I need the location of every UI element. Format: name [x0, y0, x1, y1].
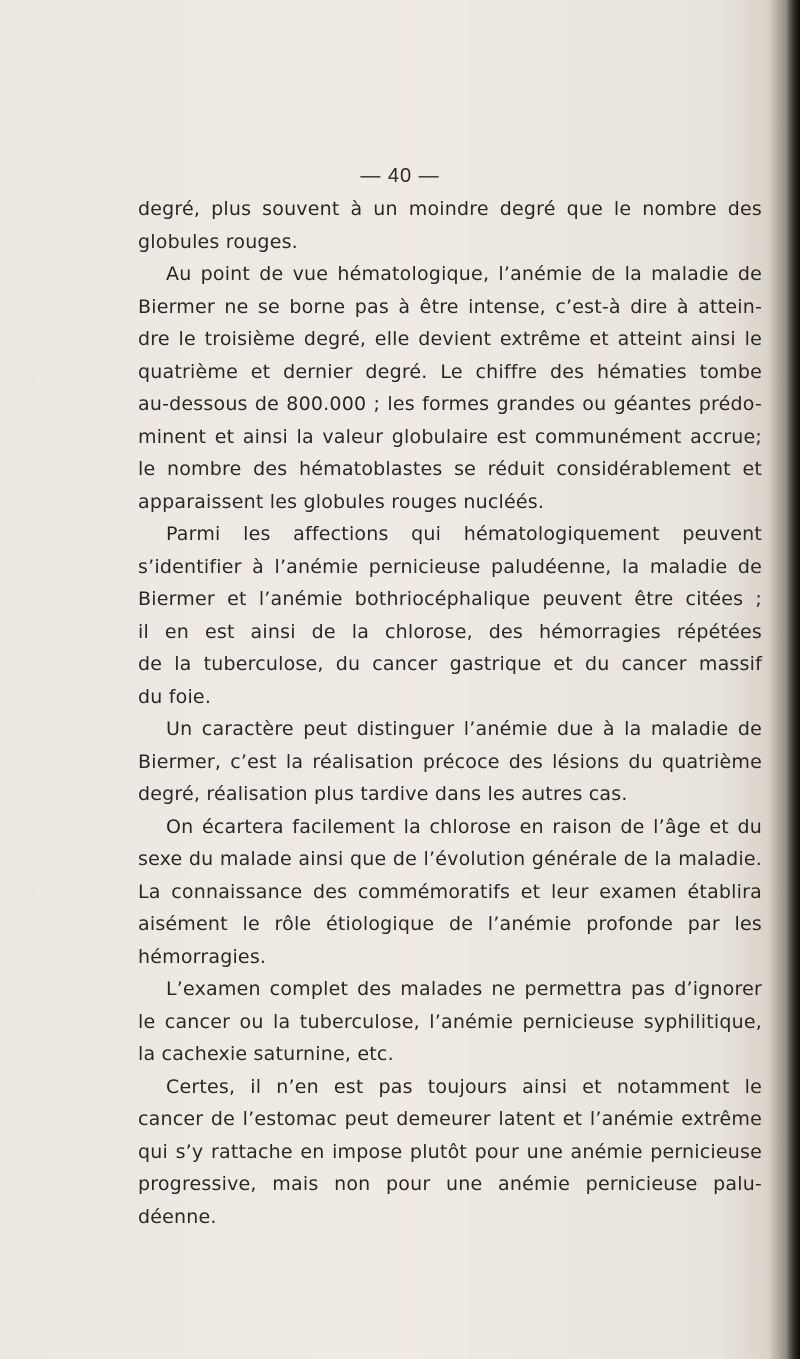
text-line: minent et ainsi la valeur globulaire est communément accrue;	[138, 425, 762, 448]
text-line: degré, plus souvent à un moindre degré que le nombre des	[138, 198, 762, 220]
text-line: On écartera facilement la chlorose en raison de l’âge et du	[166, 815, 762, 838]
text-line: globules rouges.	[138, 230, 298, 253]
text-line: le cancer ou la tuberculose, l’anémie pernicieuse syphilitique,	[138, 1010, 762, 1033]
text-line: progressive, mais non pour une anémie pernicieuse palu-	[138, 1173, 762, 1195]
text-line: hémorragies.	[138, 945, 267, 968]
text-line: Au point de vue hématologique, l’anémie de la maladie de	[166, 263, 762, 285]
text-line: L’examen complet des malades ne permettra pas d’ignorer	[166, 978, 762, 1000]
text-line: La connaissance des commémoratifs et leur examen établira	[138, 880, 762, 903]
text-line: le nombre des hématoblastes se réduit considérablement et	[138, 458, 762, 480]
text-line: au-dessous de 800.000 ; les formes grandes ou géantes prédo-	[138, 393, 762, 415]
text-line: Un caractère peut distinguer l’anémie due à la maladie de	[166, 718, 762, 740]
text-line: Certes, il n’en est pas toujours ainsi et notamment le	[166, 1075, 762, 1098]
text-line: Biermer et l’anémie bothriocéphalique peuvent être citées ;	[138, 588, 762, 610]
text-line: dre le troisième degré, elle devient extrême et atteint ainsi le	[138, 328, 762, 350]
text-line: Biermer ne se borne pas à être intense, c’est-à dire à attein-	[138, 295, 762, 318]
text-line: apparaissent les globules rouges nucléés.	[138, 490, 545, 513]
text-line: du foie.	[138, 685, 212, 708]
text-line: degré, réalisation plus tardive dans les autres cas.	[138, 783, 628, 805]
page-number: — 40 —	[360, 165, 440, 187]
text-line: de la tuberculose, du cancer gastrique et du cancer massif	[138, 653, 762, 675]
text-line: la cachexie saturnine, etc.	[138, 1043, 394, 1065]
text-line: déenne.	[138, 1205, 217, 1228]
text-line: Parmi les affections qui hématologiquement peuvent	[166, 523, 762, 545]
text-line: aisément le rôle étiologique de l’anémie profonde par les	[138, 913, 762, 935]
text-line: sexe du malade ainsi que de l’évolution générale de la maladie.	[138, 848, 762, 870]
text-line: qui s’y rattache en impose plutôt pour une anémie pernicieuse	[138, 1140, 762, 1163]
page-edge-shadow	[786, 0, 800, 1359]
body-text	[138, 193, 762, 1233]
text-line: il en est ainsi de la chlorose, des hémorragies répétées	[138, 620, 762, 643]
text-line: s’identifier à l’anémie pernicieuse paludéenne, la maladie de	[138, 555, 762, 578]
text-line: Biermer, c’est la réalisation précoce des lésions du quatrième	[138, 750, 762, 773]
text-line: cancer de l’estomac peut demeurer latent et l’anémie extrême	[138, 1108, 762, 1130]
text-line: quatrième et dernier degré. Le chiffre des hématies tombe	[138, 360, 762, 383]
